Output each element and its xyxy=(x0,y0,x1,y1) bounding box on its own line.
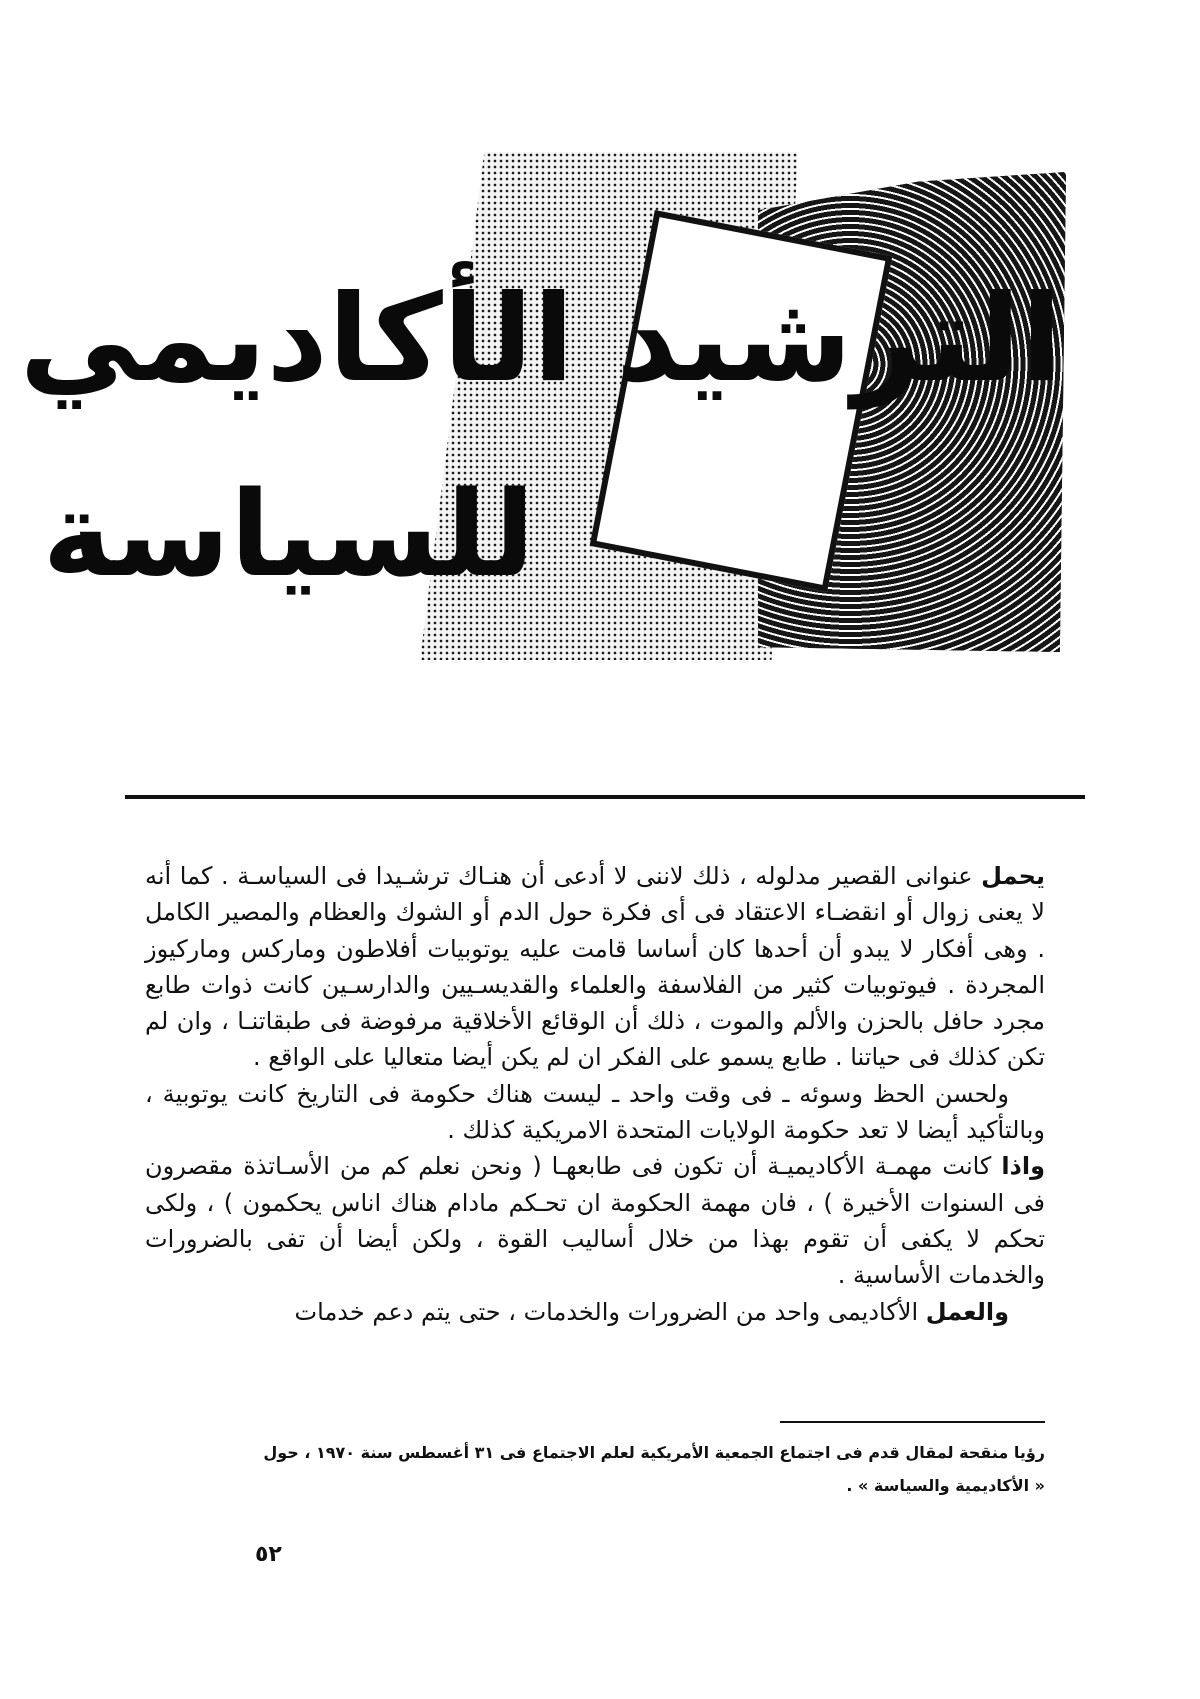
body-paragraph xyxy=(145,1148,1045,1293)
paragraph-lead: يحمل xyxy=(981,862,1045,890)
paragraph-text: الأكاديمى واحد من الضرورات والخدمات ، حتى يتم دعم خدمات xyxy=(294,1297,926,1326)
article-title: الترشيد الأكاديمي xyxy=(19,270,1062,409)
footnote-line: « الأكاديمية والسياسة » . xyxy=(846,1476,1045,1495)
footnote xyxy=(145,1436,1045,1502)
body-paragraph xyxy=(145,858,1045,1076)
title-divider xyxy=(125,795,1085,799)
paragraph-text: كانت مهمـة الأكاديميـة أن تكون فى طابعهـا ( ونحن نعلم كم من الأسـاتذة مقصرون فى السنوات الأخيرة ) ، فان مهمة الحكومة ان تحـكم مادام هناك اناس يحكمون ) ، ولكى تحكم لا يكفى أن تقوم بهذا من خلال أساليب القوة ، ولكن أيضا أن تفى بالضرورات والخدمات الأساسية . xyxy=(145,1152,1045,1290)
title-artwork xyxy=(19,130,1120,650)
body-paragraph xyxy=(145,1076,1045,1149)
paragraph-text: الحظ وسوئه ـ فى وقت واحد ـ ليست هناك حكومة فى التاريخ كانت يوتوبية ، وبالتأكيد أيضا لا تعد حكومة الولايات المتحدة الامريكية كذلك . xyxy=(145,1079,1045,1145)
body-paragraph xyxy=(145,1294,1045,1330)
page-number: ٥٢ xyxy=(255,1542,282,1567)
footnote-divider xyxy=(780,1421,1045,1423)
article-body xyxy=(145,858,1045,1330)
paragraph-lead: واذا xyxy=(1001,1152,1045,1181)
paragraph-text: عنوانى القصير مدلوله ، ذلك لاننى لا أدعى أن هنـاك ترشـيدا فى السياسـة . كما أنه لا يعنى زوال أو انقضـاء الاعتقاد فى أى فكرة حول الدم أو الشوك والعظام والمصير الكامل . وهى أفكار لا يبدو أن أحدها كان أساسا قامت عليه يوتوبيات أفلاطون وماركس وماركيوز المجردة . فيوتوبيات كثير من الفلاسفة والعلماء والقديسـيين والدارسـين كانت ذوات طابع مجرد حافل بالحزن والألم والموت ، ذلك أن الوقائع الأخلاقية مرفوضة فى طبقاتنـا ، وان لم تكن كذلك فى حياتنا . طابع يسمو على الفكر ان لم يكن أيضا متعاليا على الواقع . xyxy=(145,862,1045,1072)
paragraph-lead: والعمل xyxy=(925,1297,1009,1326)
article-title-second-line: للسياسة xyxy=(42,465,535,603)
footnote-line: رؤيا منقحة لمقال قدم فى اجتماع الجمعية الأمريكية لعلم الاجتماع فى ٣١ أغسطس سنة ١٩٧٠ ، حول xyxy=(263,1443,1045,1462)
paragraph-lead: ولحسن xyxy=(934,1079,1009,1108)
